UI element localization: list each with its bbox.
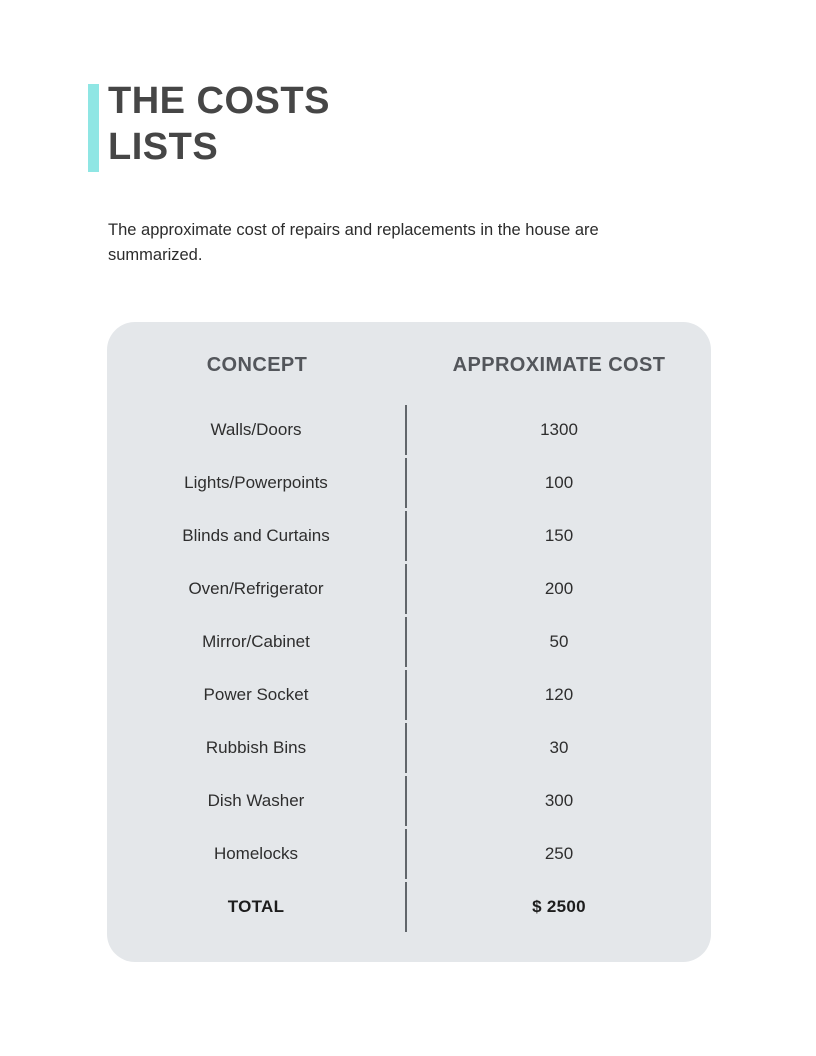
intro-text: The approximate cost of repairs and replacements in the house are summarized. [108,221,599,264]
page-title-line-1: THE COSTS [108,80,330,122]
cost-cell: 250 [544,844,574,863]
concept-cell: Dish Washer [107,776,407,826]
table-row-total [107,882,711,932]
title-accent-bar [88,84,99,172]
concept-cell: Mirror/Cabinet [107,617,407,667]
page-title-line-2: LISTS [108,126,219,168]
cost-cell: 30 [549,738,569,757]
table-row [107,617,711,667]
cost-cell: 120 [544,685,574,704]
cost-cell: 150 [544,526,574,545]
costs-table-card [107,322,711,962]
table-row [107,405,711,455]
concept-cell: Lights/Powerpoints [107,458,407,508]
table-header-row [107,352,711,378]
table-row [107,458,711,508]
cost-cell: 300 [544,791,574,810]
concept-cell: Power Socket [107,670,407,720]
column-header-approximate-cost: APPROXIMATE COST [452,353,666,376]
cost-cell: 50 [549,632,569,651]
concept-cell: Oven/Refrigerator [107,564,407,614]
cost-cell: 200 [544,579,574,598]
cost-cell: 1300 [540,420,578,439]
page-title [108,78,330,172]
table-row [107,670,711,720]
table-row [107,723,711,773]
concept-cell: Homelocks [107,829,407,879]
table-row [107,829,711,879]
total-value-cell: $ 2500 [532,897,586,916]
title-block [88,80,330,172]
table-row [107,776,711,826]
concept-cell: Blinds and Curtains [107,511,407,561]
concept-cell: Walls/Doors [107,405,407,455]
cost-cell: 100 [544,473,574,492]
concept-cell: Rubbish Bins [107,723,407,773]
table-row [107,511,711,561]
column-header-concept: CONCEPT [206,353,308,376]
total-label-cell: TOTAL [107,882,407,932]
table-row [107,564,711,614]
table-body [107,405,711,932]
